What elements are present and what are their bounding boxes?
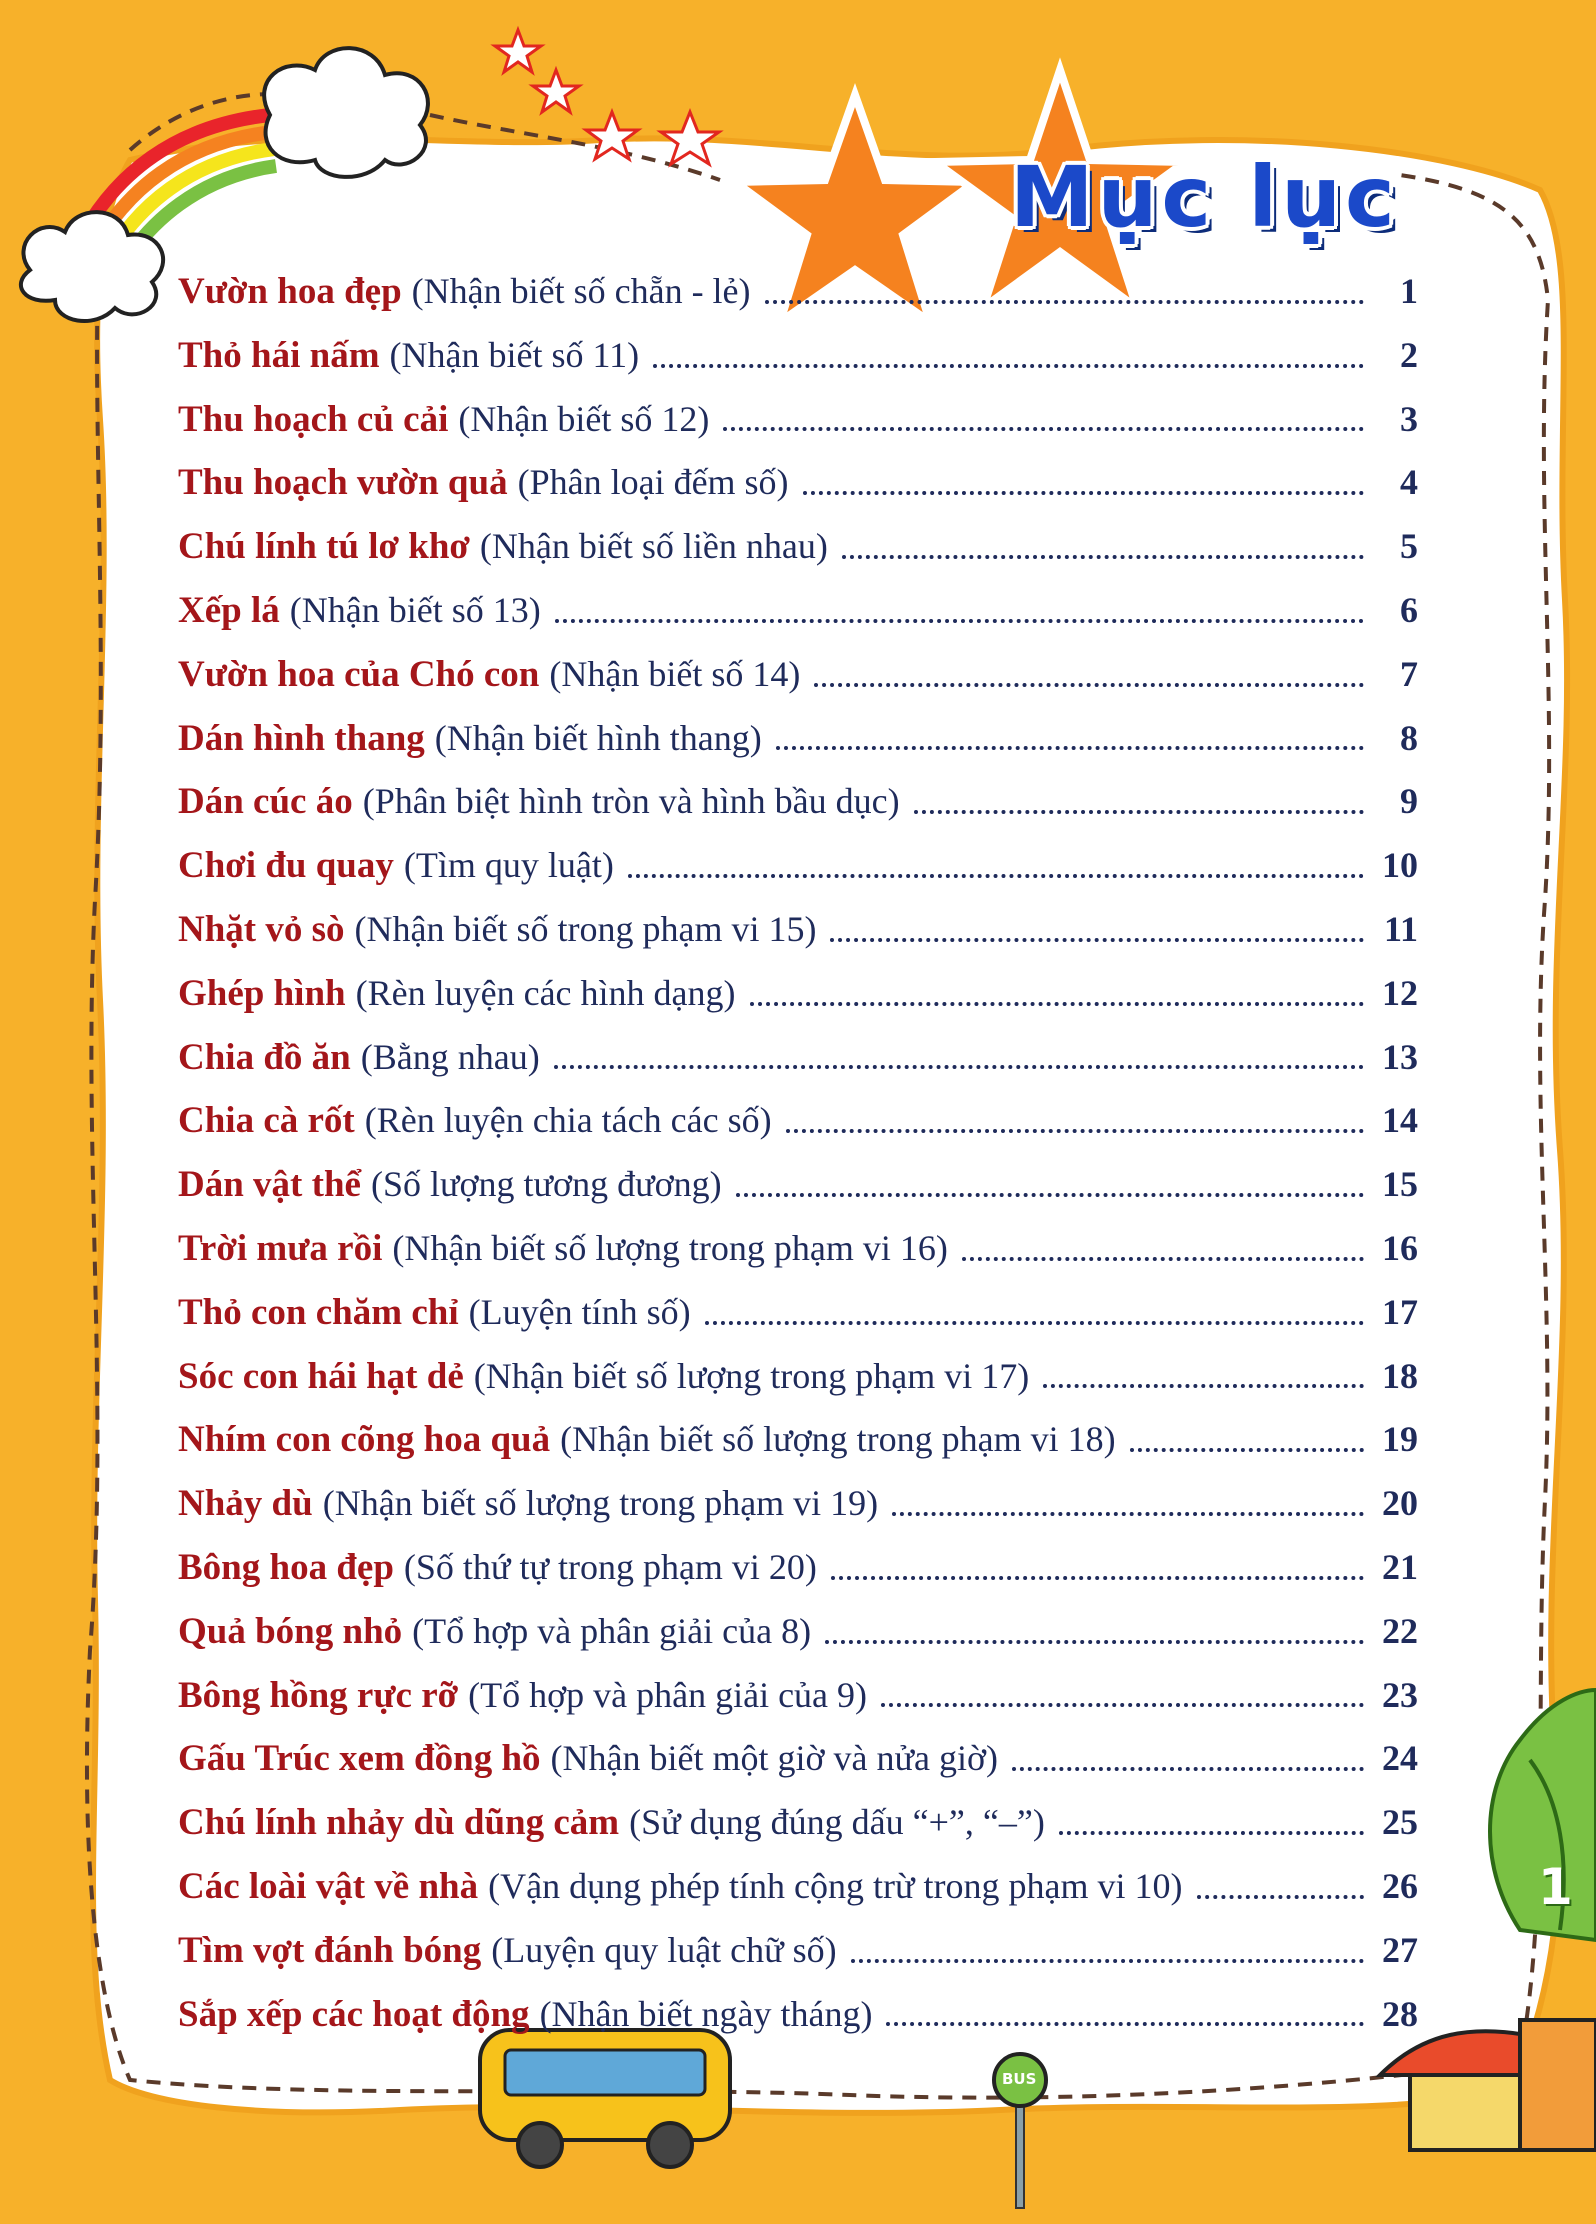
toc-entry[interactable] (178, 836, 1418, 900)
page-badge: 1 (1538, 1858, 1573, 1916)
entry-description: (Nhận biết ngày tháng) (539, 1993, 873, 2034)
entry-description: (Nhận biết số 12) (458, 398, 710, 439)
dot-leader (803, 490, 1364, 495)
dot-leader (628, 873, 1364, 878)
entry-page-number: 8 (1400, 717, 1418, 758)
entry-page-number: 21 (1382, 1546, 1418, 1587)
entry-description: (Tổ hợp và phân giải của 8) (412, 1610, 812, 1651)
toc-entry[interactable] (178, 326, 1418, 390)
dot-leader (814, 682, 1364, 687)
toc-entry[interactable] (178, 709, 1418, 773)
entry-description: (Số thứ tự trong phạm vi 20) (403, 1546, 817, 1587)
entry-description: (Vận dụng phép tính cộng trừ trong phạm vi 10) (488, 1865, 1183, 1906)
entry-title: Chú lính tú lơ khơ (178, 526, 470, 568)
toc-entry[interactable] (178, 517, 1418, 581)
entry-page-number: 3 (1400, 398, 1418, 439)
toc-entry[interactable] (178, 772, 1418, 836)
entry-description: (Phân loại đếm số) (517, 462, 789, 503)
entry-page-number: 1 (1400, 271, 1418, 311)
entry-title: Thu hoạch vườn quả (178, 462, 508, 504)
entry-description: (Tìm quy luật) (403, 845, 614, 886)
dot-leader (786, 1128, 1364, 1133)
dot-leader (842, 554, 1364, 559)
toc-entry[interactable] (178, 1219, 1418, 1283)
entry-description: (Nhận biết số lượng trong phạm vi 18) (560, 1419, 1116, 1460)
entry-title: Chơi đu quay (178, 845, 394, 887)
dot-leader (555, 618, 1364, 623)
entry-page-number: 2 (1400, 334, 1418, 375)
toc-entry[interactable] (178, 1410, 1418, 1474)
table-of-contents (178, 262, 1418, 2048)
entry-title: Sắp xếp các hoạt động (178, 1993, 530, 2035)
toc-entry[interactable] (178, 1921, 1418, 1985)
page-title: Mục lục (1010, 148, 1399, 246)
entry-description: (Nhận biết số trong phạm vi 15) (354, 908, 817, 949)
entry-title: Xếp lá (178, 589, 280, 631)
dot-leader (776, 745, 1364, 750)
entry-title: Nhảy dù (178, 1483, 313, 1525)
entry-description: (Nhận biết một giờ và nửa giờ) (550, 1738, 999, 1779)
dot-leader (1059, 1830, 1364, 1835)
dot-leader (1043, 1383, 1364, 1388)
entry-page-number: 4 (1400, 462, 1418, 503)
dot-leader (881, 1702, 1364, 1707)
toc-entry[interactable] (178, 1283, 1418, 1347)
dot-leader (750, 1001, 1365, 1006)
entry-description: (Tổ hợp và phân giải của 9) (468, 1674, 868, 1715)
toc-entry[interactable] (178, 1347, 1418, 1411)
entry-title: Bông hoa đẹp (178, 1546, 394, 1588)
entry-title: Dán vật thể (178, 1164, 361, 1206)
entry-page-number: 6 (1400, 589, 1418, 630)
entry-description: (Sử dụng đúng dấu “+”, “–”) (629, 1802, 1045, 1843)
entry-title: Nhím con cõng hoa quả (178, 1419, 551, 1461)
entry-description: (Nhận biết số lượng trong phạm vi 19) (322, 1483, 879, 1524)
dot-leader (825, 1639, 1364, 1644)
entry-page-number: 28 (1382, 1993, 1418, 2034)
toc-entry[interactable] (178, 390, 1418, 454)
dot-leader (653, 363, 1364, 368)
toc-entry[interactable] (178, 581, 1418, 645)
toc-entry[interactable] (178, 645, 1418, 709)
entry-title: Vườn hoa đẹp (178, 271, 402, 312)
entry-description: (Nhận biết số 14) (549, 653, 801, 694)
entry-description: (Nhận biết số chẵn - lẻ) (411, 271, 751, 311)
entry-title: Trời mưa rồi (178, 1227, 383, 1269)
dot-leader (892, 1511, 1364, 1516)
dot-leader (1012, 1766, 1364, 1771)
entry-title: Dán cúc áo (178, 781, 353, 823)
toc-entry[interactable] (178, 1028, 1418, 1092)
entry-description: (Bằng nhau) (360, 1036, 540, 1077)
toc-entry[interactable] (178, 1155, 1418, 1219)
entry-title: Các loài vật về nhà (178, 1865, 479, 1907)
entry-page-number: 17 (1382, 1291, 1418, 1332)
entry-description: (Rèn luyện các hình dạng) (355, 972, 736, 1013)
entry-page-number: 22 (1382, 1610, 1418, 1651)
entry-title: Chia đồ ăn (178, 1036, 351, 1078)
dot-leader (914, 809, 1364, 814)
entry-page-number: 25 (1382, 1802, 1418, 1843)
entry-title: Nhặt vỏ sò (178, 908, 345, 950)
bus-stop-label: BUS (1002, 2070, 1037, 2088)
entry-title: Bông hồng rực rỡ (178, 1674, 459, 1716)
entry-title: Gấu Trúc xem đồng hồ (178, 1738, 541, 1780)
dot-leader (831, 1575, 1364, 1580)
dot-leader (736, 1192, 1364, 1197)
toc-entry[interactable] (178, 262, 1418, 326)
dot-leader (705, 1320, 1364, 1325)
entry-title: Chú lính nhảy dù dũng cảm (178, 1802, 620, 1844)
dot-leader (723, 426, 1364, 431)
toc-entry[interactable] (178, 1474, 1418, 1538)
toc-entry[interactable] (178, 1729, 1418, 1793)
entry-description: (Luyện quy luật chữ số) (491, 1929, 837, 1970)
entry-page-number: 15 (1382, 1164, 1418, 1205)
bus-icon (480, 2030, 730, 2167)
dot-leader (1197, 1894, 1365, 1899)
toc-entry[interactable] (178, 1793, 1418, 1857)
dot-leader (830, 937, 1364, 942)
dot-leader (554, 1064, 1364, 1069)
entry-title: Thu hoạch củ cải (178, 398, 449, 440)
entry-page-number: 23 (1382, 1674, 1418, 1715)
entry-page-number: 24 (1382, 1738, 1418, 1779)
entry-page-number: 18 (1382, 1355, 1418, 1396)
entry-title: Vườn hoa của Chó con (178, 653, 540, 695)
entry-page-number: 9 (1400, 781, 1418, 822)
entry-description: (Nhận biết số liền nhau) (479, 526, 828, 567)
entry-title: Sóc con hái hạt dẻ (178, 1355, 464, 1397)
entry-title: Quả bóng nhỏ (178, 1610, 403, 1652)
entry-page-number: 27 (1382, 1929, 1418, 1970)
entry-page-number: 26 (1382, 1865, 1418, 1906)
entry-title: Thỏ hái nấm (178, 334, 380, 376)
entry-description: (Luyện tính số) (468, 1291, 691, 1332)
entry-page-number: 16 (1382, 1227, 1418, 1268)
dot-leader (851, 1958, 1364, 1963)
entry-description: (Nhận biết số lượng trong phạm vi 17) (473, 1355, 1030, 1396)
toc-entry[interactable] (178, 1538, 1418, 1602)
toc-entry[interactable] (178, 1985, 1418, 2049)
entry-description: (Phân biệt hình tròn và hình bầu dục) (362, 781, 900, 822)
entry-description: (Nhận biết hình thang) (434, 717, 762, 758)
entry-title: Thỏ con chăm chỉ (178, 1291, 459, 1333)
entry-page-number: 7 (1400, 653, 1418, 694)
entry-description: (Nhận biết số lượng trong phạm vi 16) (392, 1227, 948, 1268)
toc-entry[interactable] (178, 900, 1418, 964)
dot-leader (962, 1256, 1364, 1261)
toc-entry[interactable] (178, 1091, 1418, 1155)
entry-page-number: 14 (1382, 1100, 1418, 1141)
entry-description: (Rèn luyện chia tách các số) (364, 1100, 772, 1141)
toc-entry[interactable] (178, 453, 1418, 517)
entry-page-number: 5 (1400, 526, 1418, 567)
entry-page-number: 19 (1382, 1419, 1418, 1460)
entry-page-number: 10 (1382, 845, 1418, 886)
entry-title: Chia cà rốt (178, 1100, 355, 1142)
entry-description: (Nhận biết số 13) (289, 589, 541, 630)
toc-entry[interactable] (178, 964, 1418, 1028)
dot-leader (1130, 1447, 1364, 1452)
entry-description: (Nhận biết số 11) (389, 334, 640, 375)
entry-title: Dán hình thang (178, 717, 425, 759)
entry-page-number: 11 (1383, 908, 1418, 949)
dot-leader (886, 2021, 1364, 2026)
toc-entry[interactable] (178, 1602, 1418, 1666)
toc-entry[interactable] (178, 1857, 1418, 1921)
entry-page-number: 20 (1382, 1483, 1418, 1524)
entry-title: Tìm vợt đánh bóng (178, 1929, 482, 1971)
entry-title: Ghép hình (178, 972, 346, 1014)
dot-leader (765, 299, 1364, 304)
entry-description: (Số lượng tương đương) (370, 1164, 722, 1205)
toc-entry[interactable] (178, 1666, 1418, 1730)
entry-page-number: 13 (1382, 1036, 1418, 1077)
entry-page-number: 12 (1382, 972, 1418, 1013)
